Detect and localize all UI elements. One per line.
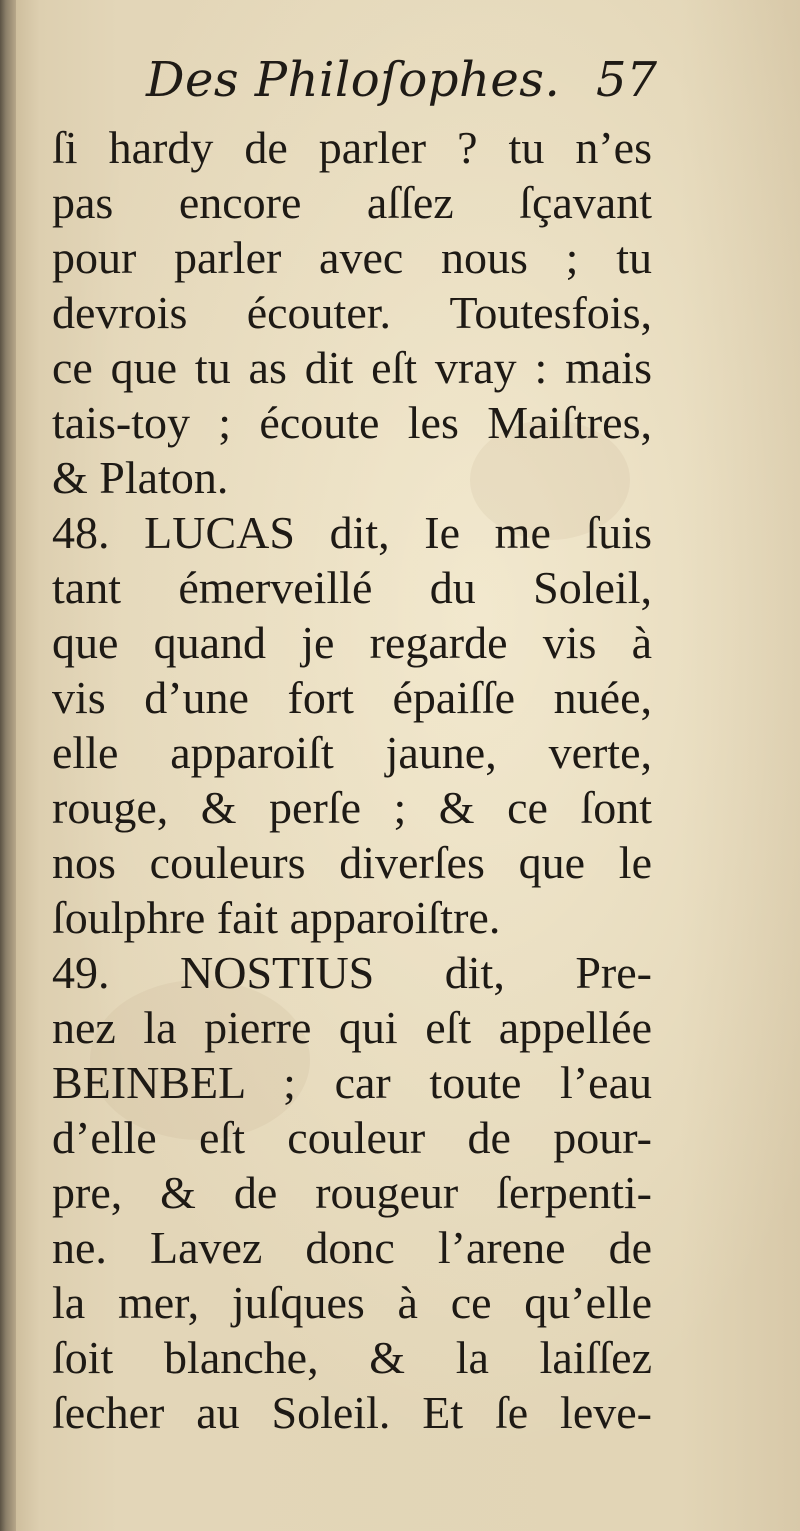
text-line: ſi hardy de parler ? tu n’es	[52, 122, 652, 173]
body-text	[52, 118, 652, 1448]
text-line: elle apparoiſt jaune, verte,	[52, 727, 652, 778]
text-line: ſoulphre fait apparoiſtre.	[52, 892, 501, 943]
page-number: 57	[596, 52, 658, 108]
text-line: ce que tu as dit eſt vray : mais	[52, 342, 652, 393]
text-line: tais-toy ; écoute les Maiſtres,	[52, 397, 652, 448]
text-line: que quand je regarde vis à	[52, 617, 652, 668]
running-title: Des Philoſophes.	[146, 52, 561, 108]
text-line: vis d’une fort épaiſſe nuée,	[52, 672, 652, 723]
text-line: ſoit blanche, & la laiſſez	[52, 1332, 652, 1383]
text-line: & Platon.	[52, 452, 229, 503]
text-line: BEINBEL ; car toute l’eau	[52, 1057, 652, 1108]
text-line: nos couleurs diverſes que le	[52, 837, 652, 888]
text-line: tant émerveillé du Soleil,	[52, 562, 652, 613]
text-line: d’elle eſt couleur de pour-	[52, 1112, 652, 1163]
text-line: 48. LUCAS dit, Ie me ſuis	[52, 507, 652, 558]
text-line: nez la pierre qui eſt appellée	[52, 1002, 652, 1053]
page-gutter-shadow	[0, 0, 16, 1531]
text-line: ne. Lavez donc l’arene de	[52, 1222, 652, 1273]
text-line: ſecher au Soleil. Et ſe leve-	[52, 1387, 652, 1438]
text-line: pas encore aſſez ſçavant	[52, 177, 652, 228]
page-header	[0, 48, 800, 128]
text-line: pour parler avec nous ; tu	[52, 232, 652, 283]
text-line: 49. NOSTIUS dit, Pre-	[52, 947, 652, 998]
text-line: pre, & de rougeur ſerpenti-	[52, 1167, 652, 1218]
text-line: la mer, juſques à ce qu’elle	[52, 1277, 652, 1328]
text-line: devrois écouter. Toutesfois,	[52, 287, 652, 338]
text-line: rouge, & perſe ; & ce ſont	[52, 782, 652, 833]
